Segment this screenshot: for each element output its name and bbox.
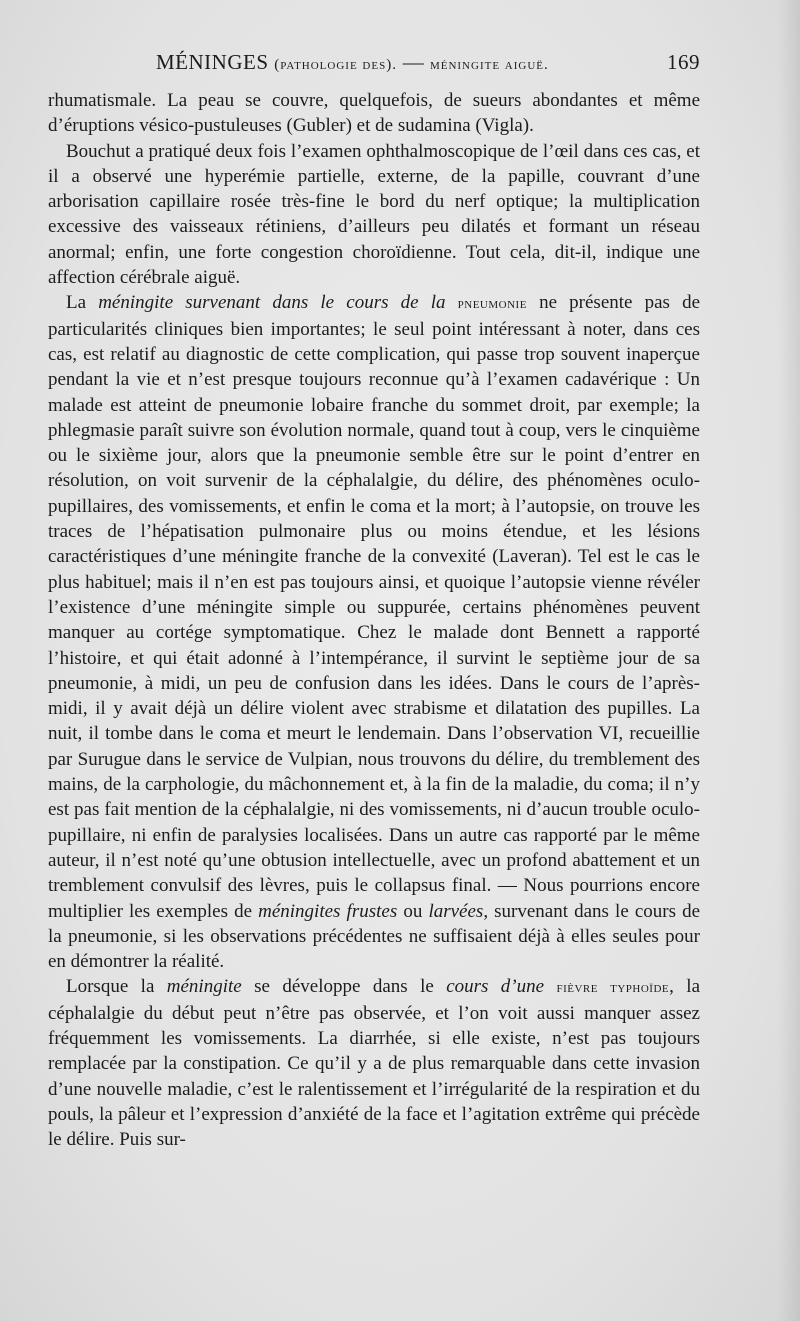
p3-ou: ou <box>403 900 423 922</box>
p3-italic: méningite survenant dans le cours de la <box>98 292 446 314</box>
running-header <box>48 50 700 80</box>
header-dash: — <box>402 50 425 74</box>
p4-text: , la céphalalgie du début peut n’être pas observée, et l’on voit aussi manquer assez fréquemment les vomissements. La diarrhée, si elle existe, n’est pas toujours remplacée par la constipation. Ce qu’il y a de plus remarquable dans cette invasion d’une nouvelle maladie, c’est le ralentissement et l’irrégularité de la respiration et du pouls, la pâleur et l’expression d’anxiété de la face et l’agitation extrême qui précède le délire. Puis sur- <box>48 976 701 1151</box>
header-title <box>156 50 549 75</box>
p4-mid: se développe dans le <box>254 976 434 998</box>
header-title-main: MÉNINGES <box>156 50 269 74</box>
p3-text: ne présente pas de particularités cliniques bien importantes; le seul point intéressant à noter, dans ces cas, est relatif au diagnostic de cette complication, qui passe trop souvent inaperçue pendant la vie et n’est presque toujours reconnue qu’à l’examen cadavérique : Un malade est atteint de pneumonie lobaire franche du sommet droit, par exemple; la phlegmasie paraît suivre son évolution normale, quand tout à coup, vers le cinquième ou le sixième jour, alors que la pneumonie semble être sur le point d’entrer en résolution, on voit survenir de la céphalalgie, du délire, des phénomènes oculo-pupillaires, des vomissements, et enfin le coma et la mort; à l’autopsie, on trouve les traces de l’hépatisation pulmonaire plus ou moins étendue, et les lésions caractéristiques d’une méningite franche de la convexité (Laveran). Tel est le cas le plus habituel; mais il n’en est pas toujours ainsi, et quoique l’autopsie vienne révéler l’existence d’une méningite simple ou suppurée, certains phénomènes peuvent manquer au cortége symptomatique. Chez le malade dont Bennett a rapporté l’histoire, et qui était adonné à l’intempérance, il survint le septième jour de sa pneumonie, à midi, un peu de confusion dans les idées. Dans le cours de l’après-midi, il y avait déjà un délire violent avec strabisme et dilatation des pupilles. La nuit, il tombe dans le coma et meurt le lendemain. Dans l’observation VI, recueillie par Surugue dans le service de Vulpian, nous trouvons du délire, du tremblement des mains, de la carphologie, du mâchonnement et, à la fin de la maladie, du coma; il n’y est pas fait mention de la céphalalgie, ni des vomissements, ni d’aucun trouble oculo-pupillaire, ni enfin de paralysies localisées. Dans un autre cas rapporté par le même auteur, il n’est noté qu’une obtusion intellectuelle, avec un profond abattement et un tremblement convulsif des lèvres, puis le collapsus final. — Nous pourrions encore multiplier les exemples de <box>48 292 701 922</box>
page-body <box>48 88 700 1152</box>
p3-smallcaps: pneumonie <box>457 295 527 313</box>
p3-italic-2: méningites frustes <box>258 900 398 922</box>
p3-end: , survenant dans le cours de la pneumonie, si les observations précédentes ne suffisaient déjà à elles seules pour en démontrer la réalité. <box>48 900 701 973</box>
p4-italic-2: cours d’une <box>446 976 545 998</box>
p3-italic-3: larvées <box>428 900 484 922</box>
header-subtitle: méningite aiguë. <box>429 57 549 73</box>
page-edge-shadow <box>778 0 800 1321</box>
page-number: 169 <box>667 50 700 74</box>
header-title-paren: (pathologie des). <box>274 57 397 73</box>
paragraph-2: Bouchut a pratiqué deux fois l’examen ophthalmoscopique de l’œil dans ces cas, et il a observé une hyperémie partielle, externe, de la papille, couvrant d’une arborisation capillaire rosée très-fine le bord du nerf optique; la multiplication excessive des vaisseaux rétiniens, d’ailleurs peu dilatés et formant un réseau anormal; enfin, une forte congestion choroïdienne. Tout cela, dit-il, indique une affection cérébrale aiguë. <box>48 140 700 289</box>
paragraph-4 <box>48 974 700 1152</box>
paragraph-3 <box>48 290 700 974</box>
p4-lead: Lorsque la <box>66 976 155 998</box>
p4-smallcaps: fièvre typhoïde <box>556 979 670 997</box>
p4-italic: méningite <box>166 976 242 998</box>
p3-lead: La <box>66 292 87 314</box>
paragraph-1: rhumatismale. La peau se couvre, quelquefois, de sueurs abondantes et même d’éruptions vésico-pustuleuses (Gubler) et de sudamina (Vigla). <box>48 90 700 137</box>
